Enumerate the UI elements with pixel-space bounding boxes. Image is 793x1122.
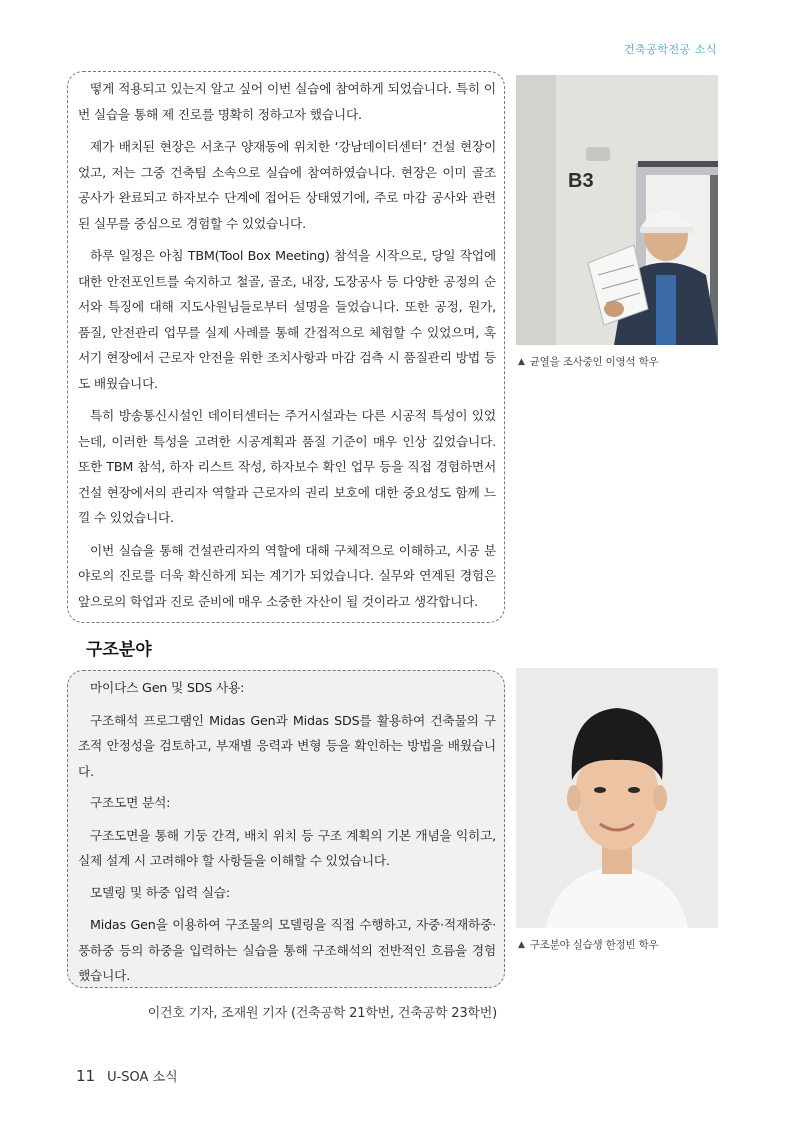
article-box-structure — [67, 670, 505, 988]
section-label: 건축공학전공 소식 — [623, 43, 717, 56]
paragraph: 떻게 적용되고 있는지 알고 싶어 이번 실습에 참여하게 되었습니다. 특히 이번 실습을 통해 제 진로를 명확히 정하고자 했습니다. — [78, 81, 496, 122]
caption-text: 균열을 조사중인 이영석 학우 — [529, 356, 659, 368]
subheading: 구조도면 분석: — [90, 795, 171, 810]
paragraph: 제가 배치된 현장은 서초구 양재동에 위치한 ‘강남데이터센터’ 건설 현장이었고, 저는 그중 건축팀 소속으로 실습에 참여하였습니다. 현장은 이미 골조 공사가 완료되고 하자보수 단계에 접어든 상태였기에, 주로 마감 공사와 관련된 실무를 중심으로 경험할 수 있었습니다. — [78, 139, 496, 231]
site-photo — [516, 75, 718, 345]
paragraph: 구조해석 프로그램인 Midas Gen과 Midas SDS를 활용하여 건축물의 구조적 안정성을 검토하고, 부재별 응력과 변형 등을 확인하는 방법을 배웠습니다. — [78, 712, 496, 779]
photo-caption — [518, 937, 658, 952]
site-photo-illustration — [516, 75, 718, 345]
byline: 이건호 기자, 조재원 기자 (건축공학 21학번, 건축공학 23학번) — [147, 1006, 497, 1021]
paragraph: 특히 방송통신시설인 데이터센터는 주거시설과는 다른 시공적 특성이 있었는데, 이러한 특성을 고려한 시공계획과 품질 기준이 매우 인상 깊었습니다. 또한 TBM 참석, 하자 리스트 작성, 하자보수 확인 업무 등을 직접 경험하면서 건설 현장에서의 관리자 역할과 근로자의 권리 보호에 대한 중요성도 함께 느낄 수 있었습니다. — [78, 408, 496, 525]
portrait-photo — [516, 668, 718, 928]
article-box-construction — [67, 71, 505, 623]
paragraph: 구조도면을 통해 기둥 간격, 배치 위치 등 구조 계획의 기본 개념을 익히고, 실제 설계 시 고려해야 할 사항들을 이해할 수 있었습니다. — [78, 827, 496, 868]
page-number: 11 — [76, 1067, 96, 1085]
paragraph: 하루 일정은 아침 TBM(Tool Box Meeting) 참석을 시작으로, 당일 작업에 대한 안전포인트를 숙지하고 철골, 골조, 내장, 도장공사 등 다양한 공정의 순서와 특징에 대해 지도사원님들로부터 설명을 들었습니다. 또한 공정, 원가, 품질, 안전관리 업무를 실제 사례를 통해 간접적으로 체험할 수 있었으며, 혹서기 현장에서 근로자 안전을 위한 조치사항과 마감 검측 시 품질관리 방법 등도 배웠습니다. — [78, 248, 496, 391]
caption-text: 구조분야 실습생 한정빈 학우 — [529, 939, 659, 951]
subheading: 모델링 및 하중 입력 실습: — [90, 884, 230, 900]
triangle-up-icon: ▲ — [518, 356, 525, 367]
triangle-up-icon: ▲ — [518, 939, 525, 950]
publication-name: U-SOA 소식 — [107, 1070, 178, 1085]
b3-sign: B3 — [568, 170, 594, 192]
paragraph: Midas Gen을 이용하여 구조물의 모델링을 직접 수행하고, 자중·적재하중·풍하중 등의 하중을 입력하는 실습을 통해 구조해석의 전반적인 흐름을 경험했습니다. — [78, 917, 496, 983]
section-heading: 구조분야 — [86, 640, 152, 660]
portrait-illustration — [516, 668, 718, 928]
photo-caption — [518, 354, 658, 369]
page-footer — [76, 1066, 178, 1085]
subheading: 마이다스 Gen 및 SDS 사용: — [90, 680, 245, 695]
paragraph: 이번 실습을 통해 건설관리자의 역할에 대해 구체적으로 이해하고, 시공 분야로의 진로를 더욱 확신하게 되는 계기가 되었습니다. 실무와 연계된 경험은 앞으로의 학업과 진로 준비에 매우 소중한 자산이 될 것이라고 생각합니다. — [78, 542, 496, 609]
